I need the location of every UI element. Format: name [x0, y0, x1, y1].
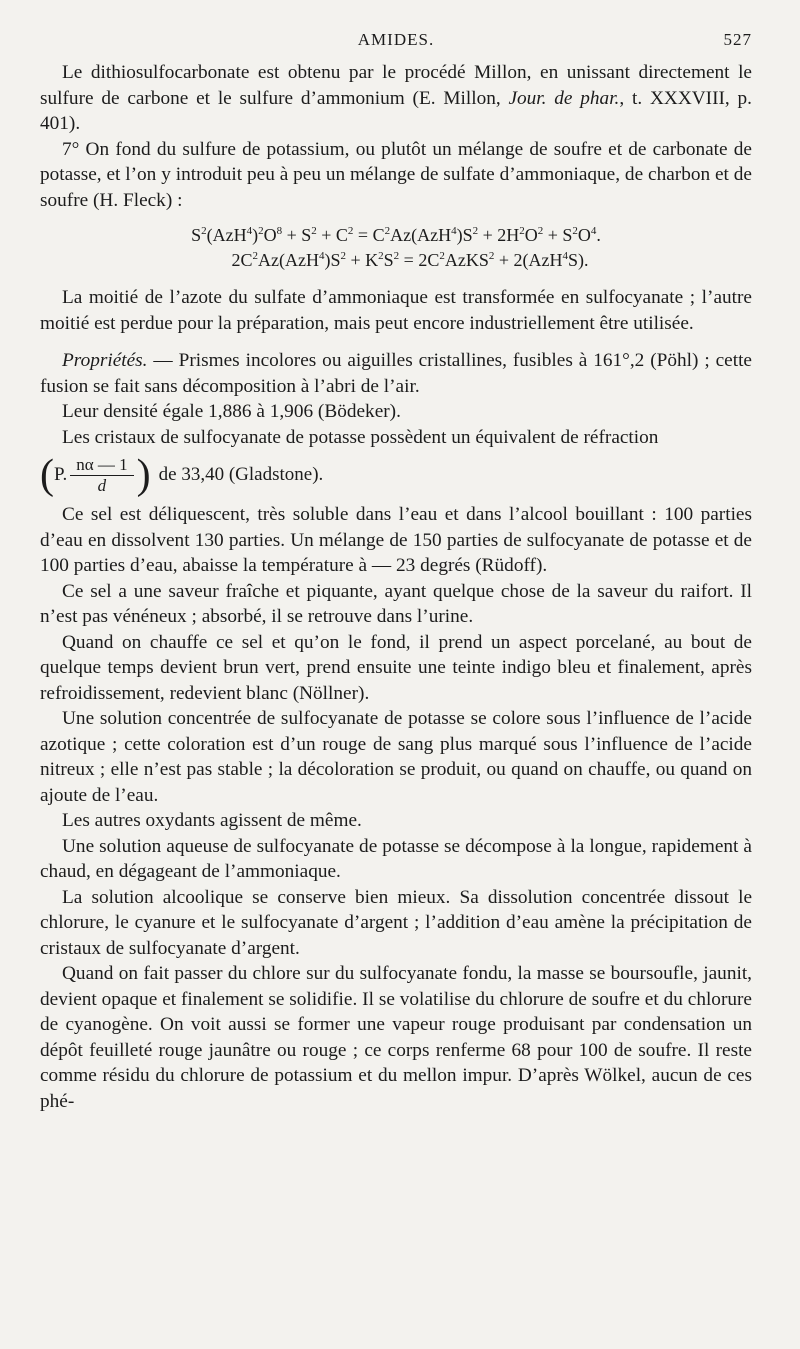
formula-numerator: nα — 1 — [70, 455, 133, 476]
formula-fraction — [70, 455, 133, 496]
page-number: 527 — [723, 30, 752, 49]
paragraph-8: Ce sel a une saveur fraîche et piquante, ayant quelque chose de la saveur du raifort. Il n’est pas vénéneux ; absorbé, il se retrouve dans l’urine. — [40, 580, 752, 627]
paragraph-10: Une solution concentrée de sulfocyanate de potasse se colore sous l’influence de l’acide azotique ; cette coloration est d’un rouge de sang plus marqué sous l’influence de l’acide nitreux ; elle n’est pas stable ; la décoloration se produit, ou quand on chauffe, ou quand on ajoute de l’eau. — [40, 708, 752, 806]
chemical-equations — [40, 223, 752, 273]
paragraph-5: Leur densité égale 1,886 à 1,906 (Bödeker). — [62, 401, 401, 422]
paragraph-4-text: — Prismes incolores ou aiguilles cristallines, fusibles à 161°,2 (Pöhl) ; cette fusion se fait sans décomposition à l’abri de l’air. — [40, 350, 752, 397]
section-label-proprietes: Propriétés. — [62, 350, 148, 371]
paragraph-1 — [40, 60, 752, 137]
paragraph-7: Ce sel est déliquescent, très soluble dans l’eau et dans l’alcool bouillant : 100 parties d’eau en dissolvent 130 parties. Un mélange de 150 parties de sulfocyanate de potasse et de 100 parties d’eau, abaisse la température à — 23 degrés (Rüdoff). — [40, 504, 752, 576]
running-header — [40, 30, 752, 54]
formula-denominator: d — [97, 475, 107, 495]
page-body — [40, 60, 752, 1114]
right-paren: ) — [136, 452, 151, 498]
paragraph-1-end: , t. XXXVIII, p. 401). — [40, 87, 752, 134]
paragraph-3: La moitié de l’azote du sulfate d’ammoniaque est transformée en sulfocyanate ; l’autre moitié est perdue pour la préparation, mais peut encore industriellement être utilisée. — [40, 287, 752, 334]
paragraph-9: Quand on chauffe ce sel et qu’on le fond, il prend un aspect porcelané, au bout de quelque temps devient brun vert, prend ensuite une teinte indigo bleu et finalement, après refroidissement, redevient blanc (Nöllner). — [40, 631, 752, 704]
paragraph-13: La solution alcoolique se conserve bien mieux. Sa dissolution concentrée dissout le chlorure, le cyanure et le sulfocyanate d’argent ; l’addition d’eau amène la précipitation de cristaux de sulfocyanate d’argent. — [40, 886, 752, 959]
paragraph-6: Les cristaux de sulfocyanate de potasse possèdent un équivalent de réfraction — [62, 426, 659, 448]
paragraph-14: Quand on fait passer du chlore sur du sulfocyanate fondu, la masse se boursoufle, jaunit, devient opaque et finalement se solidifie. Il se volatilise du chlorure de soufre et du chlorure de cyanogène. On voit aussi se former une vapeur rouge produisant par condensation un dépôt feuilleté rouge jaunâtre ou rouge ; ce corps renferme 68 pour 100 de soufre. Il reste comme résidu du chlorure de potassium et du mellon impur. D’après Wölkel, aucun de ces phé- — [40, 963, 752, 1112]
refraction-formula — [40, 454, 752, 496]
journal-title: Jour. de phar. — [508, 87, 620, 109]
paragraph-2: 7° On fond du sulfure de potassium, ou plutôt un mélange de soufre et de carbonate de potasse, et l’on y introduit peu à peu un mélange de sulfate d’ammoniaque, de charbon et de soufre (H. Fleck) : — [40, 138, 752, 211]
formula-value: de 33,40 (Gladstone). — [158, 464, 324, 486]
paragraph-12: Une solution aqueuse de sulfocyanate de potasse se décompose à la longue, rapidement à chaud, en dégageant de l’ammoniaque. — [40, 835, 752, 882]
paragraph-11: Les autres oxydants agissent de même. — [62, 810, 362, 831]
formula-p: P. — [54, 464, 68, 486]
header-title: AMIDES. — [357, 30, 435, 49]
equation-1: $S^2(AzH^4)^2O^8 + S^2 + C^2 = C^2Az(AzH^4)S^2 + 2H^2O^2 + S^2O^4$. — [191, 225, 601, 245]
paragraph-4 — [40, 348, 752, 399]
left-paren: ( — [40, 452, 54, 498]
equation-2: $2C^2Az(AzH^4)S^2 + K^2S^2$ = $2C^2AzKS^2 + 2(AzH^4S)$. — [231, 250, 589, 270]
paragraph-1-text: Le dithiosulfocarbonate est obtenu par le procédé Millon, en unissant directement le sulfure de carbone et le sulfure d’ammonium (E. Millon, — [40, 62, 752, 109]
